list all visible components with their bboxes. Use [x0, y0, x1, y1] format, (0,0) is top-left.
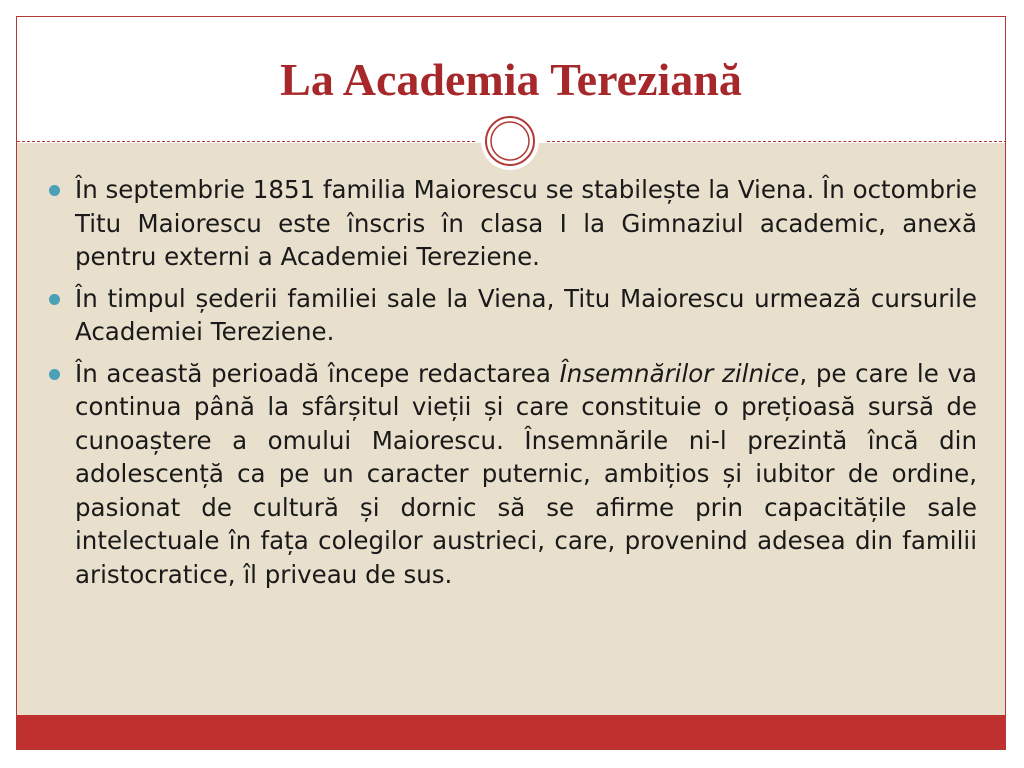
- title-divider-left: [17, 141, 475, 142]
- circle-ornament-icon: [481, 112, 539, 170]
- bullet-item: [45, 282, 977, 349]
- bullet-text-after: , pe care le va continua până la sfârșitul vieții și care constituie o prețioasă sursă de cunoaștere a omului Maiorescu. Însemnările ni-l prezintă încă din adolescență ca pe un caracter puternic, ambițios și iubitor de ordine, pasionat de cultură și dornic să se afirme prin capacitățile sale intelectuale în fața colegilor austrieci, care, provenind adesea din familii aristocratice, îl priveau de sus.: [75, 358, 977, 589]
- bullet-list: [45, 173, 977, 591]
- bullet-item: [45, 173, 977, 274]
- slide-title: La Academia Tereziană: [280, 54, 742, 105]
- bullet-text-before: În această perioadă începe redactarea: [75, 358, 560, 388]
- bullet-text-italic-title: Însemnărilor zilnice: [559, 358, 800, 388]
- bullet-dot-icon: [49, 185, 60, 196]
- bullet-text: În timpul șederii familiei sale la Viena, Titu Maiorescu urmează cursurile Academiei Tereziene.: [75, 283, 977, 346]
- bullet-dot-icon: [49, 369, 60, 380]
- bullet-text: În septembrie 1851 familia Maiorescu se stabilește la Viena. În octombrie Titu Maiorescu este înscris în clasa I la Gimnaziul academic, anexă pentru externi a Academiei Tereziene.: [75, 175, 978, 271]
- bullet-dot-icon: [49, 294, 60, 305]
- slide: [16, 16, 1006, 750]
- slide-content: [45, 173, 977, 599]
- bullet-item: [45, 357, 977, 592]
- title-divider-right: [547, 141, 1006, 142]
- bottom-accent-bar: [17, 715, 1005, 749]
